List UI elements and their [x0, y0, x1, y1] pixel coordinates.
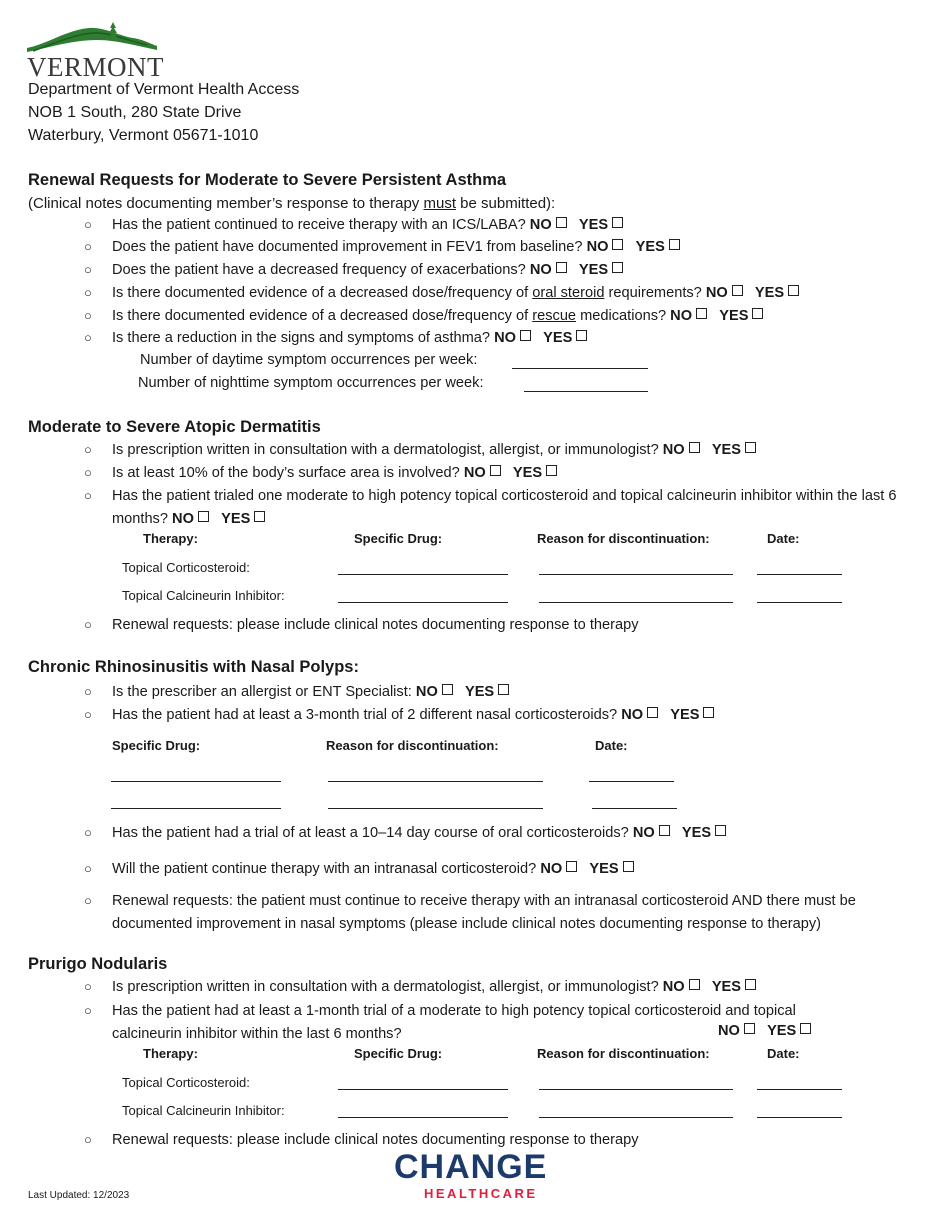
col-header-reason: Reason for discontinuation: [537, 1046, 710, 1061]
brand-subtitle: HEALTHCARE [424, 1186, 538, 1201]
yes-checkbox[interactable] [788, 285, 799, 296]
yes-checkbox[interactable] [612, 217, 623, 228]
yes-checkbox[interactable] [715, 825, 726, 836]
yes-checkbox[interactable] [745, 979, 756, 990]
crs-title: Chronic Rhinosinusitis with Nasal Polyps: [28, 658, 359, 676]
col-header-reason: Reason for discontinuation: [326, 738, 499, 753]
col-header-date: Date: [595, 738, 628, 753]
date-field[interactable] [589, 781, 674, 782]
address-line-1: NOB 1 South, 280 State Drive [28, 104, 242, 121]
yes-checkbox[interactable] [612, 262, 623, 273]
bullet-icon: ○ [84, 1003, 92, 1018]
bullet-icon: ○ [84, 707, 92, 722]
col-header-therapy: Therapy: [143, 1046, 198, 1061]
col-header-drug: Specific Drug: [354, 1046, 443, 1061]
address-line-2: Waterbury, Vermont 05671-1010 [28, 127, 259, 144]
no-checkbox[interactable] [659, 825, 670, 836]
col-header-date: Date: [767, 531, 800, 546]
col-header-drug: Specific Drug: [112, 738, 201, 753]
reason-field[interactable] [539, 1117, 733, 1118]
col-header-reason: Reason for discontinuation: [537, 531, 710, 546]
no-checkbox[interactable] [556, 217, 567, 228]
brand-wordmark: CHANGE [394, 1148, 548, 1186]
bullet-icon: ○ [84, 285, 92, 300]
no-checkbox[interactable] [442, 684, 453, 695]
bullet-icon: ○ [84, 825, 92, 840]
row-label-calcineurin: Topical Calcineurin Inhibitor: [122, 588, 285, 603]
col-header-date: Date: [767, 1046, 800, 1061]
no-checkbox[interactable] [490, 465, 501, 476]
date-field[interactable] [757, 1089, 842, 1090]
daytime-field[interactable] [512, 368, 648, 369]
yes-checkbox[interactable] [546, 465, 557, 476]
row-label-calcineurin: Topical Calcineurin Inhibitor: [122, 1103, 285, 1118]
drug-field[interactable] [338, 1117, 508, 1118]
pn-question-2-answers: NO YES [718, 1023, 811, 1039]
yes-checkbox[interactable] [498, 684, 509, 695]
reason-field[interactable] [539, 602, 733, 603]
bullet-icon: ○ [84, 442, 92, 457]
reason-field[interactable] [539, 574, 733, 575]
change-healthcare-logo [394, 1148, 556, 1206]
logo-wordmark: VERMONT [27, 52, 164, 82]
bullet-icon: ○ [84, 217, 92, 232]
daytime-label: Number of daytime symptom occurrences per week: [140, 352, 478, 368]
no-checkbox[interactable] [689, 979, 700, 990]
no-checkbox[interactable] [520, 330, 531, 341]
derm-title: Moderate to Severe Atopic Dermatitis [28, 418, 321, 436]
asthma-note: (Clinical notes documenting member’s response to therapy must be submitted): [28, 195, 556, 212]
no-checkbox[interactable] [689, 442, 700, 453]
no-checkbox[interactable] [566, 861, 577, 872]
yes-checkbox[interactable] [254, 511, 265, 522]
yes-checkbox[interactable] [800, 1023, 811, 1034]
bullet-icon: ○ [84, 979, 92, 994]
bullet-icon: ○ [84, 262, 92, 277]
drug-field[interactable] [338, 574, 508, 575]
no-checkbox[interactable] [696, 308, 707, 319]
date-field[interactable] [757, 574, 842, 575]
reason-field[interactable] [328, 781, 543, 782]
pn-title: Prurigo Nodularis [28, 955, 168, 973]
drug-field[interactable] [111, 781, 281, 782]
bullet-icon: ○ [84, 1132, 92, 1147]
bullet-icon: ○ [84, 617, 92, 632]
no-checkbox[interactable] [612, 239, 623, 250]
no-checkbox[interactable] [744, 1023, 755, 1034]
asthma-title: Renewal Requests for Moderate to Severe Persistent Asthma [28, 171, 507, 189]
bullet-icon: ○ [84, 239, 92, 254]
yes-checkbox[interactable] [752, 308, 763, 319]
drug-field[interactable] [338, 1089, 508, 1090]
drug-field[interactable] [338, 602, 508, 603]
date-field[interactable] [757, 1117, 842, 1118]
yes-checkbox[interactable] [623, 861, 634, 872]
reason-field[interactable] [328, 808, 543, 809]
yes-checkbox[interactable] [669, 239, 680, 250]
yes-checkbox[interactable] [745, 442, 756, 453]
bullet-icon: ○ [84, 684, 92, 699]
date-field[interactable] [592, 808, 677, 809]
no-checkbox[interactable] [732, 285, 743, 296]
yes-checkbox[interactable] [703, 707, 714, 718]
last-updated: Last Updated: 12/2023 [28, 1190, 130, 1201]
no-checkbox[interactable] [198, 511, 209, 522]
yes-checkbox[interactable] [576, 330, 587, 341]
bullet-icon: ○ [84, 308, 92, 323]
bullet-icon: ○ [84, 893, 92, 908]
reason-field[interactable] [539, 1089, 733, 1090]
bullet-icon: ○ [84, 330, 92, 345]
no-checkbox[interactable] [556, 262, 567, 273]
drug-field[interactable] [111, 808, 281, 809]
col-header-therapy: Therapy: [143, 531, 198, 546]
row-label-corticosteroid: Topical Corticosteroid: [122, 1075, 250, 1090]
nighttime-label: Number of nighttime symptom occurrences per week: [138, 375, 484, 391]
date-field[interactable] [757, 602, 842, 603]
nighttime-field[interactable] [524, 391, 648, 392]
bullet-icon: ○ [84, 465, 92, 480]
bullet-icon: ○ [84, 861, 92, 876]
row-label-corticosteroid: Topical Corticosteroid: [122, 560, 250, 575]
no-checkbox[interactable] [647, 707, 658, 718]
bullet-icon: ○ [84, 488, 92, 503]
vermont-logo [27, 18, 164, 82]
dept-name: Department of Vermont Health Access [28, 81, 300, 98]
col-header-drug: Specific Drug: [354, 531, 443, 546]
